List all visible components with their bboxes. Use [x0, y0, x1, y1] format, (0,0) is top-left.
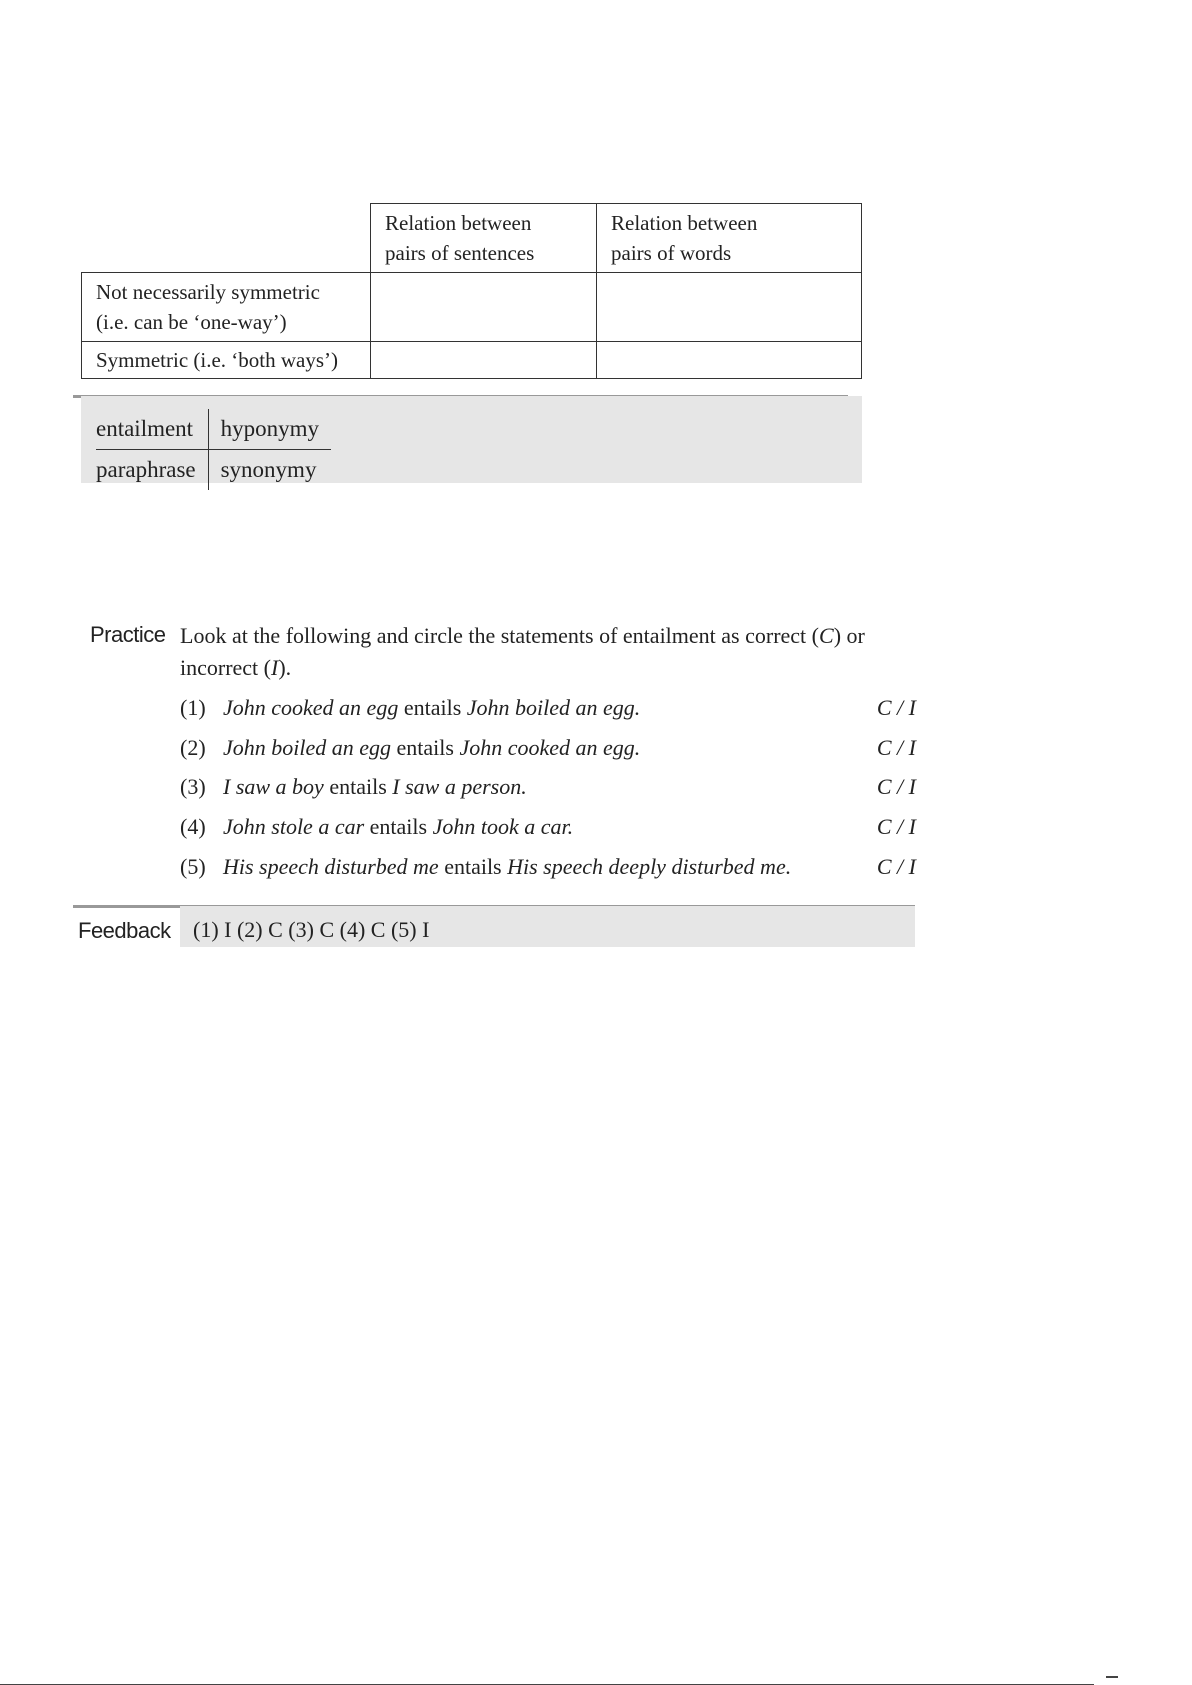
- practice-item-5: [180, 851, 920, 883]
- item-statement: [223, 692, 640, 724]
- header-words-line2: pairs of words: [611, 241, 732, 265]
- relations-table: [81, 203, 862, 379]
- item-number: (1): [180, 695, 206, 720]
- item-conclusion: I saw a person.: [392, 774, 527, 799]
- item-number: (5): [180, 854, 206, 879]
- row-label-line1: Symmetric (i.e. ‘both ways’): [96, 348, 339, 372]
- item-conclusion: John boiled an egg.: [466, 695, 641, 720]
- answer-grid: [96, 409, 331, 490]
- item-conclusion: His speech deeply disturbed me.: [507, 854, 792, 879]
- item-statement: [223, 811, 573, 843]
- header-words-line1: Relation between: [611, 211, 758, 235]
- practice-label: Practice: [90, 622, 166, 647]
- header-sentences-line2: pairs of sentences: [385, 241, 535, 265]
- item-premise: John boiled an egg: [223, 735, 392, 760]
- table-corner-cell: [82, 204, 371, 273]
- item-statement: [223, 732, 640, 764]
- item-verb: entails: [396, 735, 454, 760]
- practice-item-4: [180, 811, 920, 843]
- practice-item-2: [180, 732, 920, 764]
- practice-instruction: [180, 620, 900, 684]
- item-choice[interactable]: C / I: [876, 774, 916, 799]
- cell-not-symmetric-sentences: [371, 273, 597, 342]
- item-choice[interactable]: C / I: [876, 695, 916, 720]
- item-statement: [223, 851, 791, 883]
- answer-entailment: entailment: [96, 409, 208, 450]
- row-label-not-symmetric: [82, 273, 371, 342]
- feedback-text: (1) I (2) C (3) C (4) C (5) I: [193, 917, 430, 942]
- feedback-label: Feedback: [78, 918, 171, 943]
- cell-symmetric-words: [597, 342, 862, 379]
- instruction-i: I: [271, 655, 279, 680]
- item-verb: entails: [403, 695, 462, 720]
- answer-paraphrase: paraphrase: [96, 450, 208, 491]
- item-premise: I saw a boy: [223, 774, 324, 799]
- instruction-text: ).: [278, 655, 292, 680]
- item-premise: John stole a car: [223, 814, 365, 839]
- item-choice[interactable]: C / I: [876, 854, 916, 879]
- item-verb: entails: [369, 814, 428, 839]
- cell-not-symmetric-words: [597, 273, 862, 342]
- row-label-line2: (i.e. can be ‘one-way’): [96, 310, 287, 334]
- item-verb: entails: [329, 774, 387, 799]
- item-conclusion: John took a car.: [432, 814, 574, 839]
- instruction-text: Look at the following and circle the statements of entailment as correct (: [180, 623, 819, 648]
- item-choice[interactable]: C / I: [876, 814, 916, 839]
- item-number: (3): [180, 774, 206, 799]
- page-corner-tick: [1106, 1676, 1118, 1678]
- answer-hyponymy: hyponymy: [208, 409, 331, 450]
- row-label-symmetric: [82, 342, 371, 379]
- practice-item-3: [180, 771, 920, 803]
- item-statement: [223, 771, 527, 803]
- cell-symmetric-sentences: [371, 342, 597, 379]
- row-label-line1: Not necessarily symmetric: [96, 280, 320, 304]
- answer-synonymy: synonymy: [220, 457, 317, 482]
- item-number: (4): [180, 814, 206, 839]
- header-sentences: [371, 204, 597, 273]
- item-premise: His speech disturbed me: [223, 854, 439, 879]
- item-verb: entails: [444, 854, 502, 879]
- instruction-text: ) or incorrect (: [180, 623, 865, 680]
- practice-item-1: [180, 692, 920, 724]
- item-conclusion: John cooked an egg.: [459, 735, 641, 760]
- item-choice[interactable]: C / I: [876, 735, 916, 760]
- header-words: [597, 204, 862, 273]
- item-number: (2): [180, 735, 206, 760]
- header-sentences-line1: Relation between: [385, 211, 532, 235]
- item-premise: John cooked an egg: [223, 695, 399, 720]
- instruction-c: C: [819, 623, 834, 648]
